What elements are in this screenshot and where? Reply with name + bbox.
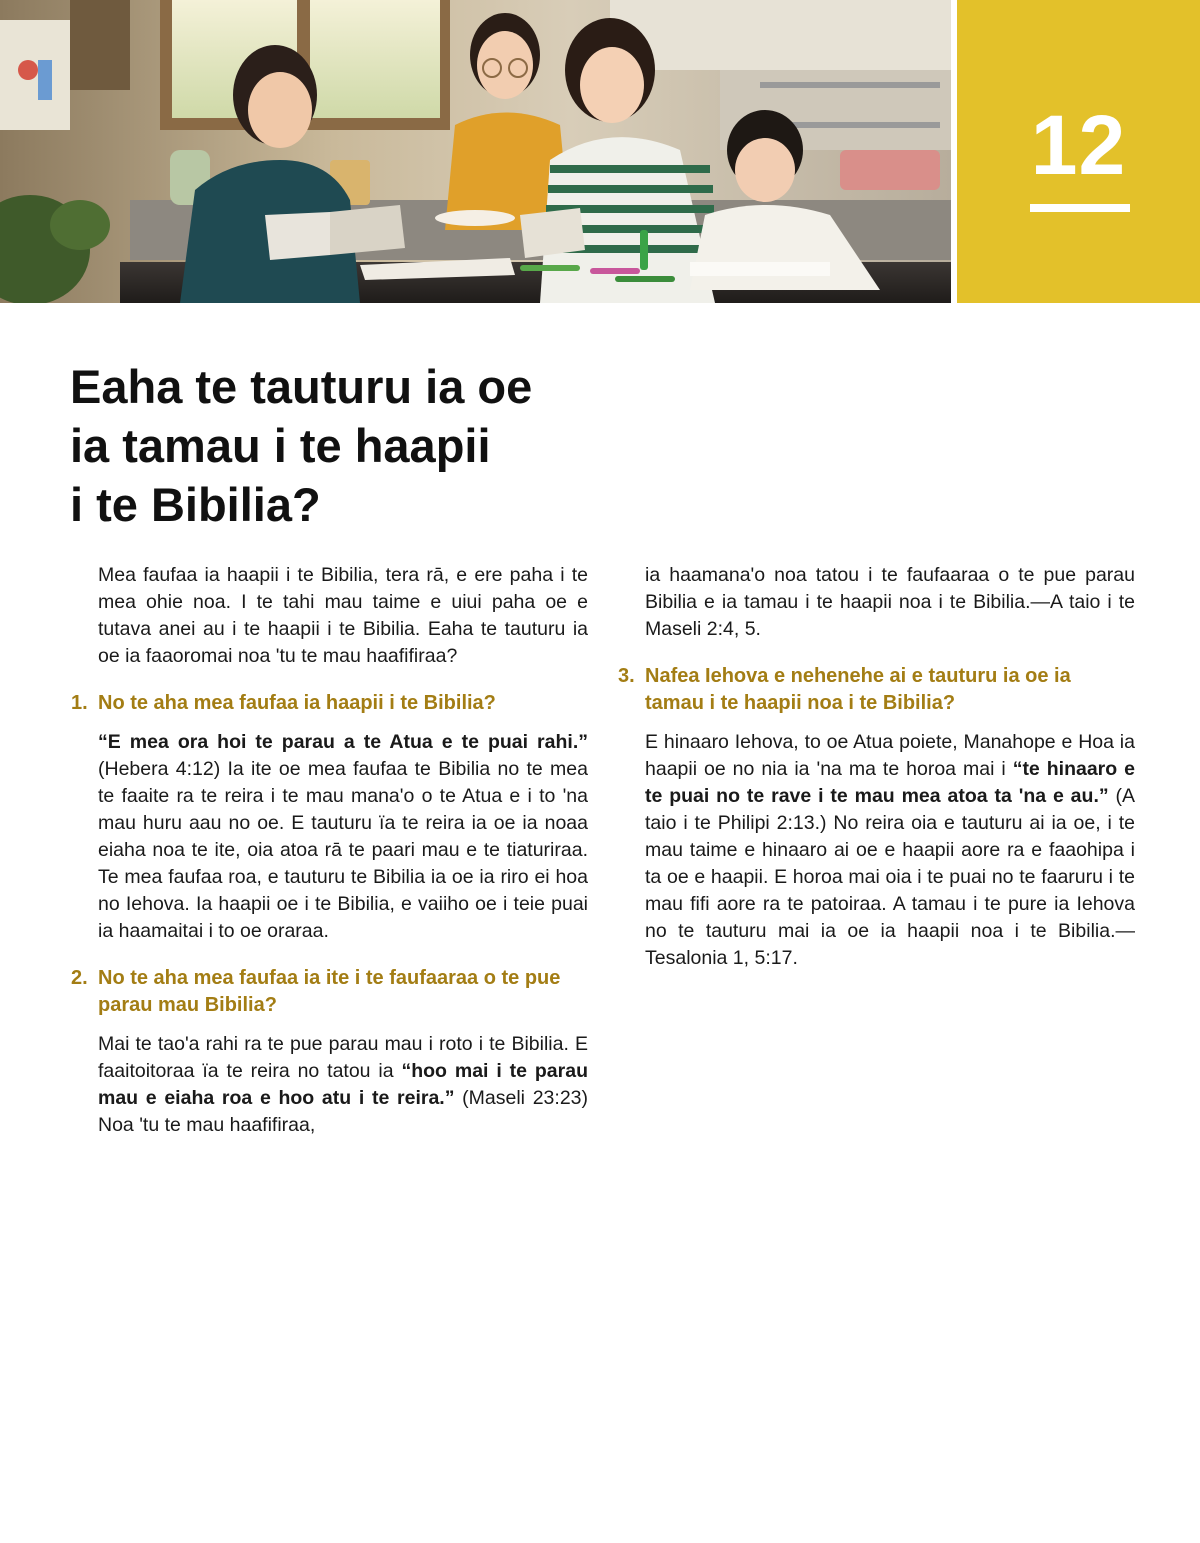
answer-2-quote: “hoo mai i te parau mau e eiaha roa e hoo atu i te reira.”: [98, 1060, 588, 1109]
title-line-3: i te Bibilia?: [70, 478, 321, 531]
header-photo: [0, 0, 951, 303]
family-bible-study-illustration: [0, 0, 951, 303]
question-2-text: No te aha mea faufaa ia ite i te faufaaraa o te pue parau mau Bibilia?: [98, 967, 561, 1016]
intro-paragraph: Mea faufaa ia haapii i te Bibilia, tera rā, e ere paha i te mea ohie noa. I te tahi mau taime e uiui paha oe e tutava anei au i te haapii i te Bibilia. Eaha te tauturu ia oe ia faaoromai noa 'tu te mau haafifiraa?: [98, 564, 588, 667]
answer-1-quote: “E mea ora hoi te parau a te Atua e te puai rahi.”: [98, 731, 588, 753]
title-line-2: ia tamau i te haapii: [70, 419, 491, 472]
lesson-title: [70, 357, 690, 534]
left-column: [71, 562, 588, 1139]
answer-3-text-after: (A taio i te Philipi 2:13.) No reira oia e tauturu ai ia oe, i te mau taime e hinaaro ai oe e haapii aore ra e faaohipa i ta oe e haapii. E horoa mai oia i te puai no te faaruru i te mau fifi aore ra te patoiraa. A tamau i te pure ia Iehova no te tauturu mai ia oe ia haapii noa i te Bibilia.—Tesalonia 1, 5:17.: [645, 785, 1135, 969]
chapter-badge: [957, 0, 1200, 303]
answer-2-continued: ia haamana'o noa tatou i te faufaaraa o te pue parau Bibilia e ia tamau i te haapii noa i te Bibilia.—A taio i te Maseli 2:4, 5.: [645, 564, 1135, 640]
question-2-number: 2.: [71, 967, 88, 989]
chapter-number: 12: [1030, 98, 1127, 192]
question-2-heading: [71, 965, 588, 1019]
answer-1-text: (Hebera 4:12) Ia ite oe mea faufaa te Bibilia no te mea te faaite ra te reira i te mau mana'o o te Atua e i to 'na mau huru aau no oe. E tauturu ïa te reira ia oe ia noaa eiaha noa te ite, oia atoa rā te paari mau e te tiaturiraa. Te mea faufaa roa, e tauturu te Bibilia ia oe ia riro ei hoa no Iehova. Ia haapii oe i te Bibilia, e vaiiho oe i teie puai ia haamaitai i to oe oraraa.: [98, 758, 588, 942]
title-line-1: Eaha te tauturu ia oe: [70, 360, 533, 413]
question-3-number: 3.: [618, 665, 635, 687]
chapter-underline: [1030, 204, 1130, 212]
answer-3-text-before: E hinaaro Iehova, to oe Atua poiete, Manahope e Hoa ia haapii oe no nia ia 'na ma te horoa mai i: [645, 731, 1135, 780]
question-3-text: Nafea Iehova e nehenehe ai e tauturu ia oe ia tamau i te haapii noa i te Bibilia?: [645, 665, 1071, 714]
question-1-text: No te aha mea faufaa ia haapii i te Bibilia?: [98, 692, 496, 714]
answer-2-paragraph: [98, 1031, 588, 1139]
answer-3-quote: “te hinaaro e te puai no te rave i te mau mea atoa ta 'na e au.”: [645, 758, 1135, 807]
question-1-heading: [71, 690, 588, 717]
question-3-heading: [618, 663, 1135, 717]
answer-2-text-after: (Maseli 23:23) Noa 'tu te mau haafifiraa,: [98, 1087, 588, 1136]
answer-1-paragraph: [98, 729, 588, 945]
question-1-number: 1.: [71, 692, 88, 714]
answer-2-text-before: Mai te tao'a rahi ra te pue parau mau i roto i te Bibilia. E faaitoitoraa ïa te reira no tatou ia: [98, 1033, 588, 1082]
answer-3-paragraph: [645, 729, 1135, 972]
right-column: [618, 562, 1135, 972]
